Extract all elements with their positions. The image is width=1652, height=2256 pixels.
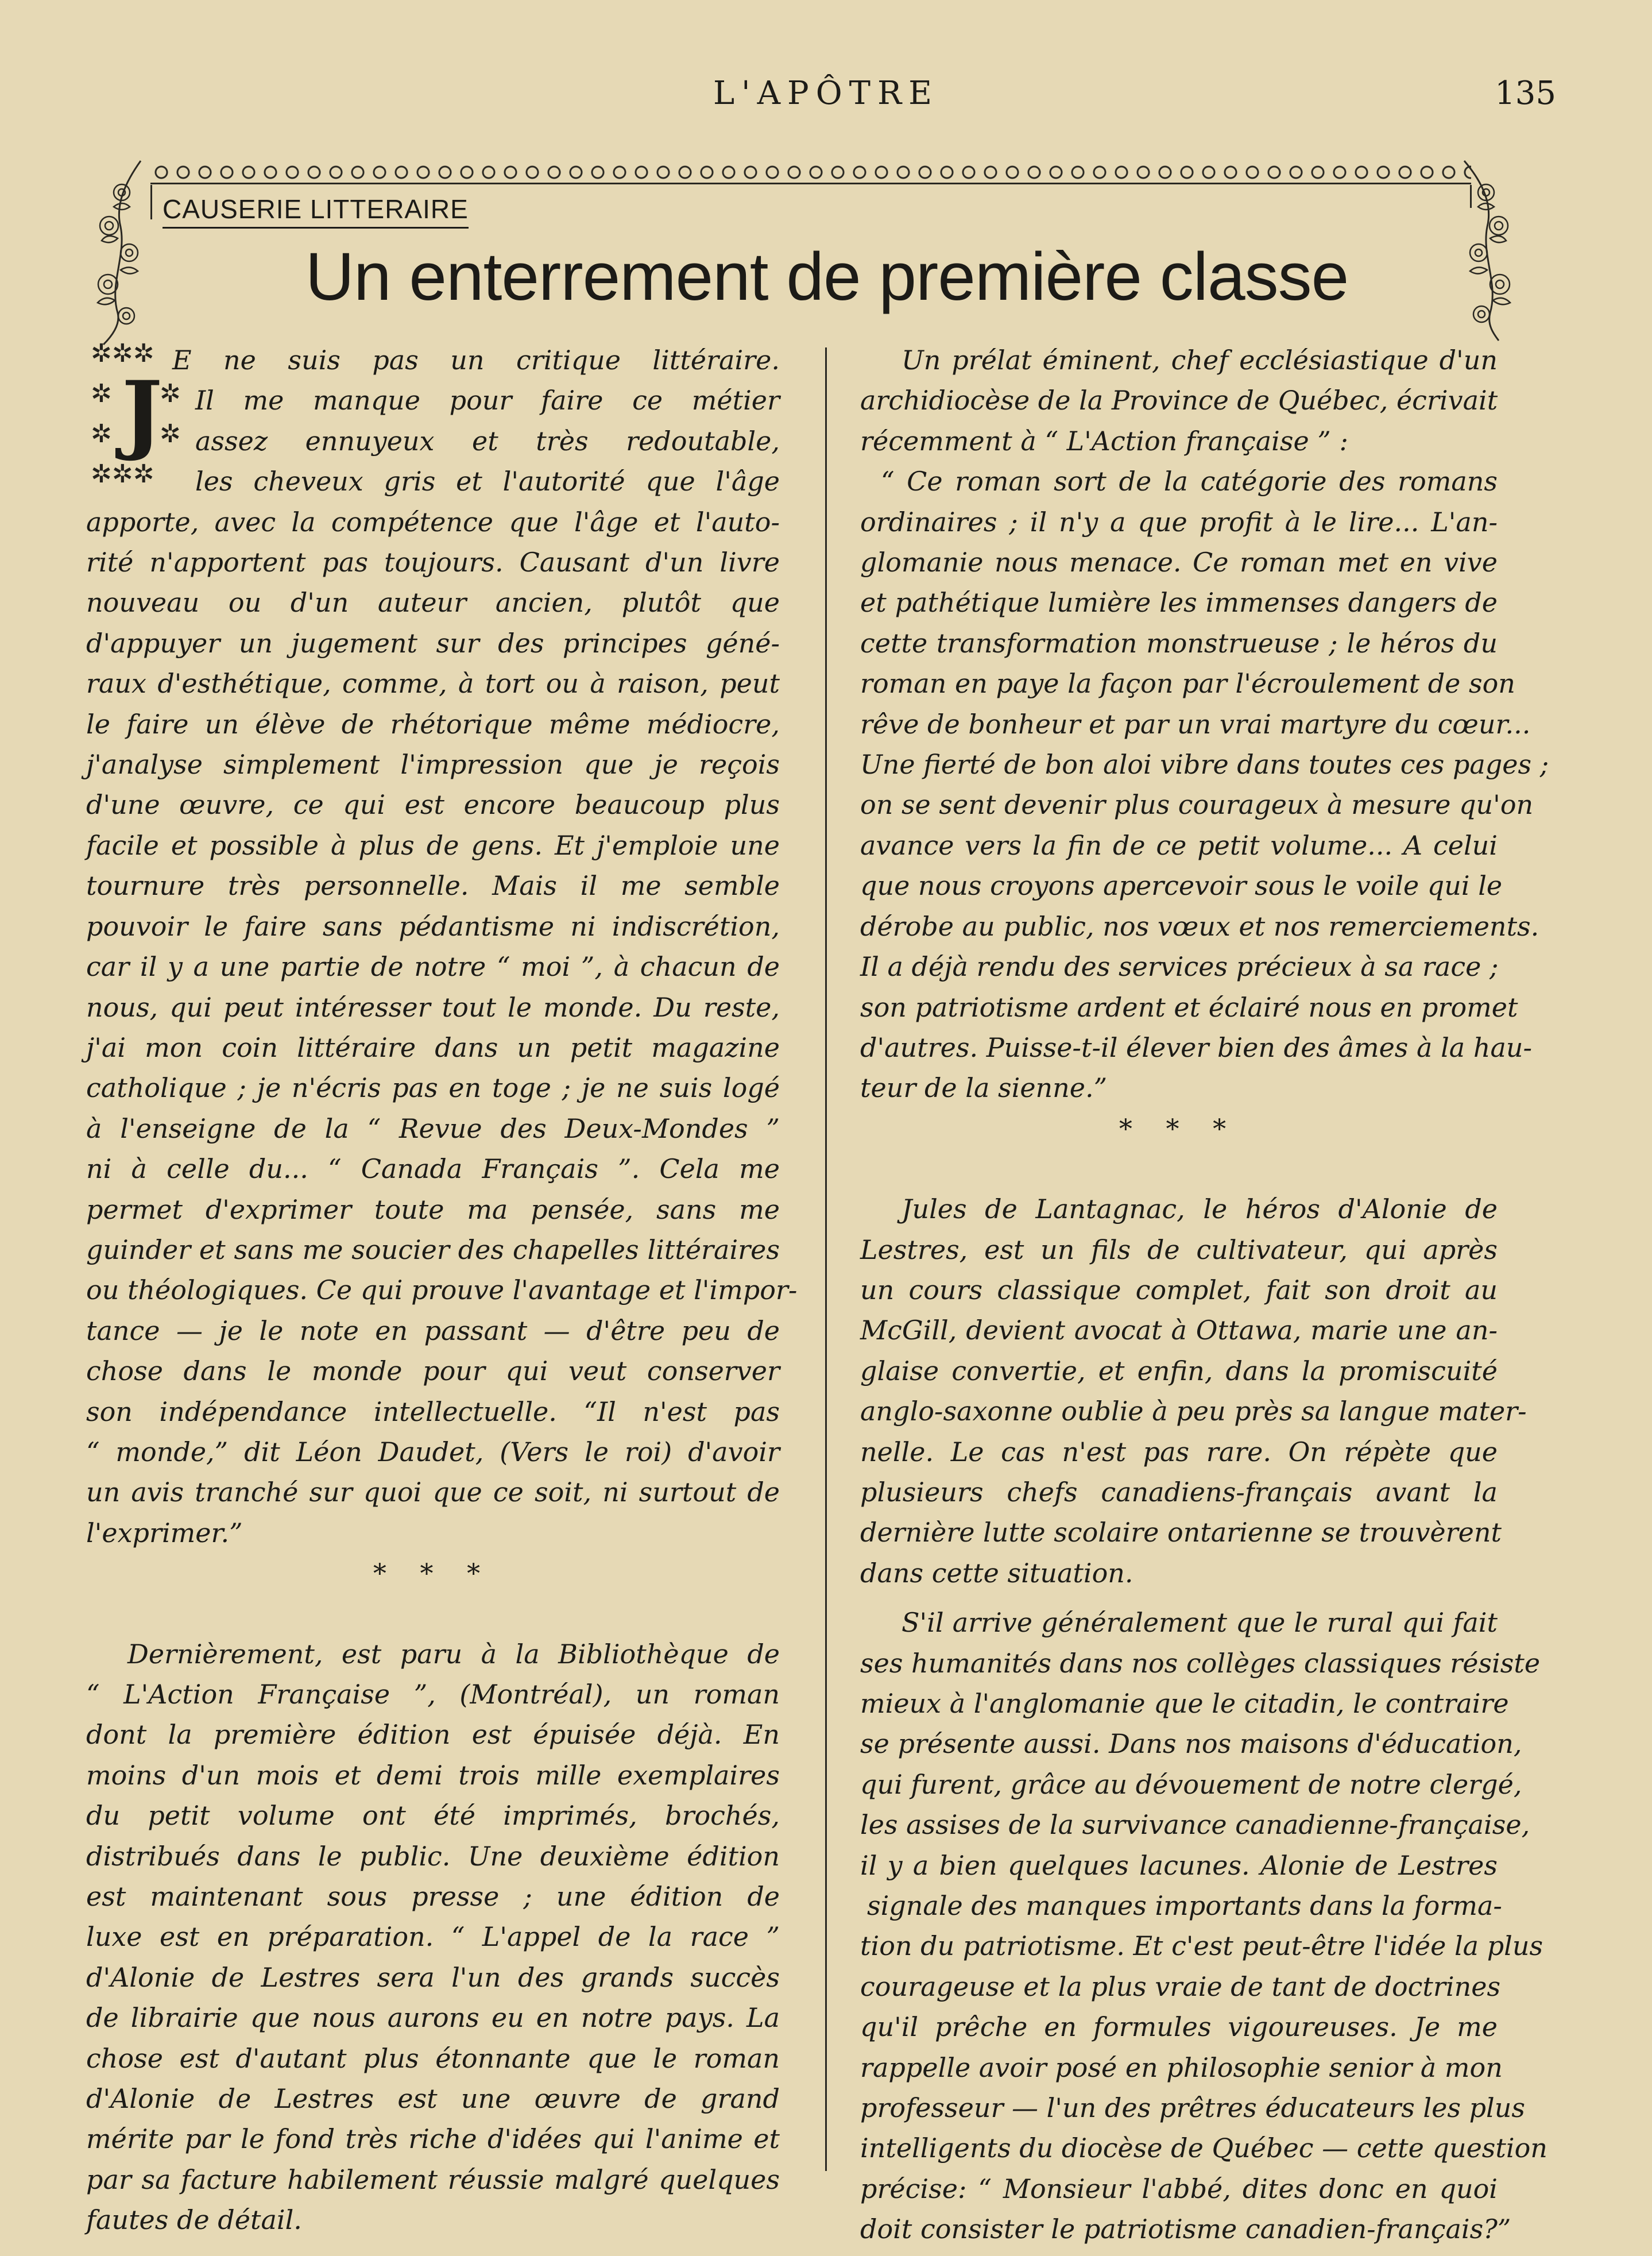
drop-cap-ornament-icon: ✲✲✲ xyxy=(91,339,154,368)
text-line: moins d'un mois et demi trois mille exemplaires xyxy=(86,1759,780,1791)
text-line: “ monde,” dit Léon Daudet, (Vers le roi) d'avoir xyxy=(86,1436,780,1467)
text-line: mérite par le fond très riche d'idées qui l'anime et xyxy=(86,2123,780,2155)
text-line: un avis tranché sur quoi que ce soit, ni surtout de xyxy=(86,1477,780,1508)
text-line: Il a déjà rendu des services précieux à sa race ; xyxy=(860,951,1499,983)
section-separator: * * * xyxy=(1119,1112,1239,1144)
drop-cap-ornament-icon: ✲ xyxy=(160,379,181,408)
text-line: raux d'esthétique, comme, à tort ou à raison, peut xyxy=(86,668,780,700)
text-line: catholique ; je n'écris pas en toge ; je ne suis logé xyxy=(86,1072,780,1104)
text-line: chose est d'autant plus étonnante que le roman xyxy=(86,2042,780,2074)
text-line: assez ennuyeux et très redoutable, xyxy=(195,425,780,457)
text-line: tance — je le note en passant — d'être peu de xyxy=(86,1315,780,1346)
text-line: courageuse et la plus vraie de tant de doctrines xyxy=(860,1971,1501,2002)
text-line: apporte, avec la compétence que l'âge et l'auto- xyxy=(86,506,780,538)
text-line: on se sent devenir plus courageux à mesure qu'on xyxy=(860,789,1534,821)
text-line: glaise convertie, et enfin, dans la promiscuité xyxy=(860,1355,1498,1386)
left-column xyxy=(86,339,798,2240)
left-paragraph-1 xyxy=(86,340,798,1553)
text-line: distribués dans le public. Une deuxième édition xyxy=(86,1840,780,1872)
drop-cap xyxy=(86,340,185,495)
text-line: rité n'apportent pas toujours. Causant d'un livre xyxy=(86,547,780,578)
text-line: de librairie que nous aurons eu en notre pays. La xyxy=(86,2002,780,2034)
text-line: “ L'Action Française ”, (Montréal), un roman xyxy=(86,1679,780,1710)
text-line: d'Alonie de Lestres sera l'un des grands succès xyxy=(86,1961,780,1993)
article-title: Un enterrement de première classe xyxy=(305,239,1349,315)
text-line: nelle. Le cas n'est pas rare. On répète que xyxy=(860,1436,1498,1467)
spacer xyxy=(860,1149,1498,1189)
text-line: facile et possible à plus de gens. Et j'emploie une xyxy=(86,829,780,861)
text-line: qui furent, grâce au dévouement de notre clergé, xyxy=(860,1768,1522,1800)
text-line: le faire un élève de rhétorique même médiocre, xyxy=(86,708,780,740)
text-line: ni à celle du... “ Canada Français ”. Cela me xyxy=(86,1153,780,1185)
text-line: par sa facture habilement réussie malgré quelques xyxy=(86,2164,780,2195)
text-line: récemment à “ L'Action française ” : xyxy=(860,425,1348,457)
text-line: tournure très personnelle. Mais il me semble xyxy=(86,870,780,902)
text-line: dans cette situation. xyxy=(860,1557,1133,1589)
text-line: Il me manque pour faire ce métier xyxy=(195,385,780,416)
section-separator: * * * xyxy=(373,1558,493,1589)
text-line: signale des manques importants dans la forma- xyxy=(867,1890,1502,1922)
left-paragraph-2 xyxy=(86,1634,780,2240)
text-line: “ Ce roman sort de la catégorie des romans xyxy=(881,466,1498,497)
text-line: teur de la sienne.” xyxy=(860,1072,1108,1104)
text-line: guinder et sans me soucier des chapelles littéraires xyxy=(86,1234,780,1265)
text-line: S'il arrive généralement que le rural qui fait xyxy=(902,1607,1498,1639)
text-line: j'ai mon coin littéraire dans un petit magazine xyxy=(86,1032,780,1063)
text-line: nouveau ou d'un auteur ancien, plutôt que xyxy=(86,587,780,619)
drop-cap-letter: J xyxy=(122,362,163,463)
text-line: plusieurs chefs canadiens-français avant la xyxy=(860,1476,1498,1508)
text-line: rêve de bonheur et par un vrai martyre du cœur... xyxy=(860,708,1531,740)
text-line: se présente aussi. Dans nos maisons d'éducation, xyxy=(860,1728,1522,1760)
text-line: d'Alonie de Lestres est une œuvre de grand xyxy=(86,2083,780,2115)
section-label: CAUSERIE LITTERAIRE xyxy=(163,194,469,229)
text-line: tion du patriotisme. Et c'est peut-être l'idée la plus xyxy=(860,1930,1543,1962)
text-line: et pathétique lumière les immenses dangers de xyxy=(860,587,1498,619)
text-line: roman en paye la façon par l'écroulement de son xyxy=(860,668,1515,700)
text-line: professeur — l'un des prêtres éducateurs les plus xyxy=(860,2092,1525,2124)
drop-cap-ornament-icon: ✲ xyxy=(160,419,181,449)
text-line: ou théologiques. Ce qui prouve l'avantage et l'impor- xyxy=(86,1274,798,1306)
text-line: anglo-saxonne oublie à peu près sa langue mater- xyxy=(860,1396,1527,1427)
text-line: il y a bien quelques lacunes. Alonie de Lestres xyxy=(860,1849,1498,1881)
text-line: fautes de détail. xyxy=(86,2204,302,2236)
text-line: dérobe au public, nos vœux et nos remerciements. xyxy=(860,910,1539,942)
text-line: l'exprimer.” xyxy=(86,1517,243,1548)
text-line: d'une œuvre, ce qui est encore beaucoup plus xyxy=(86,789,780,821)
text-line: car il y a une partie de notre “ moi ”, à chacun de xyxy=(86,951,780,983)
floral-ornament-right-icon xyxy=(1453,158,1522,342)
drop-cap-ornament-icon: ✲ xyxy=(91,379,112,408)
text-line: Jules de Lantagnac, le héros d'Alonie de xyxy=(902,1193,1498,1225)
text-line: ordinaires ; il n'y a que profit à le lire... L'an- xyxy=(860,506,1498,538)
text-line: archidiocèse de la Province de Québec, écrivait xyxy=(860,385,1498,416)
page-number: 135 xyxy=(1495,75,1556,112)
text-line: les assises de la survivance canadienne-française, xyxy=(860,1809,1530,1841)
right-column xyxy=(860,340,1549,2250)
running-title: L'APÔTRE xyxy=(713,75,939,112)
text-line: mieux à l'anglomanie que le citadin, le contraire xyxy=(860,1688,1509,1719)
text-line: son patriotisme ardent et éclairé nous en promet xyxy=(860,991,1518,1023)
text-line: d'appuyer un jugement sur des principes géné- xyxy=(86,627,780,659)
text-line: ses humanités dans nos collèges classiques résiste xyxy=(860,1647,1541,1679)
text-line: j'analyse simplement l'impression que je reçois xyxy=(86,749,780,781)
text-line: qu'il prêche en formules vigoureuses. Je me xyxy=(860,2011,1498,2043)
right-paragraph-2 xyxy=(860,1189,1527,1593)
column-divider xyxy=(825,347,827,2171)
text-line: E ne suis pas un critique littéraire. xyxy=(172,345,780,376)
text-line: est maintenant sous presse ; une édition de xyxy=(86,1881,780,1913)
text-line: chose dans le monde pour qui veut conserver xyxy=(86,1355,780,1387)
text-line: rappelle avoir posé en philosophie senior à mon xyxy=(860,2052,1503,2083)
text-line: dont la première édition est épuisée déjà. En xyxy=(86,1719,780,1751)
text-line: glomanie nous menace. Ce roman met en vive xyxy=(860,547,1498,578)
ornamental-border-rule xyxy=(150,162,1471,185)
text-line: pouvoir le faire sans pédantisme ni indiscrétion, xyxy=(86,910,780,942)
drop-cap-ornament-icon: ✲✲✲ xyxy=(91,459,154,489)
spacer xyxy=(86,1594,780,1634)
text-line: permet d'exprimer toute ma pensée, sans me xyxy=(86,1193,780,1225)
text-line: Un prélat éminent, chef ecclésiastique d'un xyxy=(902,345,1498,376)
spacer xyxy=(860,1593,1498,1602)
text-line: avance vers la fin de ce petit volume... A celui xyxy=(860,829,1498,861)
text-line: que nous croyons apercevoir sous le voile qui le xyxy=(860,870,1503,902)
text-line: intelligents du diocèse de Québec — cette question xyxy=(860,2133,1547,2164)
text-line: doit consister le patriotisme canadien-français?” xyxy=(860,2213,1511,2245)
text-line: luxe est en préparation. “ L'appel de la race ” xyxy=(86,1921,780,1953)
text-line: un cours classique complet, fait son droit au xyxy=(860,1274,1498,1305)
floral-ornament-left-icon xyxy=(86,158,155,347)
drop-cap-ornament-icon: ✲ xyxy=(91,419,112,449)
text-line: son indépendance intellectuelle. “Il n'est pas xyxy=(86,1396,780,1427)
text-line: dernière lutte scolaire ontarienne se trouvèrent xyxy=(860,1517,1502,1548)
text-line: les cheveux gris et l'autorité que l'âge xyxy=(195,466,780,497)
text-line: Une fierté de bon aloi vibre dans toutes ces pages ; xyxy=(860,749,1549,781)
text-line: nous, qui peut intéresser tout le monde. Du reste, xyxy=(86,991,780,1023)
text-line: d'autres. Puisse-t-il élever bien des âmes à la hau- xyxy=(860,1032,1533,1063)
text-line: McGill, devient avocat à Ottawa, marie une an- xyxy=(860,1315,1498,1346)
text-line: du petit volume ont été imprimés, brochés, xyxy=(86,1800,780,1832)
right-paragraph-1 xyxy=(860,340,1549,1108)
right-paragraph-3 xyxy=(860,1602,1547,2250)
text-line: précise: “ Monsieur l'abbé, dites donc en quoi xyxy=(860,2173,1498,2204)
text-line: Dernièrement, est paru à la Bibliothèque de xyxy=(127,1638,780,1670)
text-line: Lestres, est un fils de cultivateur, qui après xyxy=(860,1234,1498,1265)
text-line: à l'enseigne de la “ Revue des Deux-Mondes ” xyxy=(86,1112,780,1144)
text-line: cette transformation monstrueuse ; le héros du xyxy=(860,627,1498,659)
